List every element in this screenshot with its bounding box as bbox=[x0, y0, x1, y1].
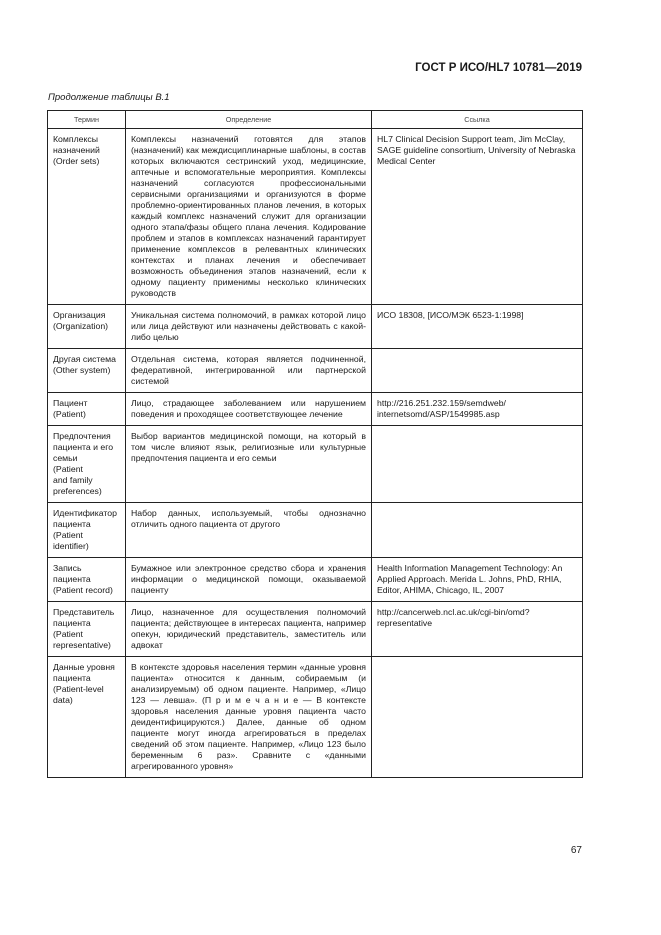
table-row bbox=[48, 558, 583, 602]
table-row bbox=[48, 305, 583, 349]
term-cell: Данные уровня пациента (Patient-level data) bbox=[48, 657, 126, 778]
reference-cell: http://216.251.232.159/semdweb/ internetsomd/ASP/1549985.asp bbox=[372, 393, 583, 426]
definition-cell: Лицо, назначенное для осуществления полномочий пациента; действующее в интересах пациента, например опекун, юридический представитель, заместитель или адвокат bbox=[126, 602, 372, 657]
definition-cell: Комплексы назначений готовятся для этапов (назначений) как междисциплинарные шаблоны, в состав которых включаются сестринский уход, медицинские, аптечные и вспомогательные мероприятия. Комплексы назначений согласуются профессиональными сервисными организациями и организуются в форме проблемно-ориентированных планов лечения, в которых каждый комплекс назначений служит для организации одного этапа/фазы общего плана лечения. Кодирование проблем и этапов в комплексах назначений гарантирует применение комплексов в релевантных клинических контекстах и планах лечения и обеспечивает возможность объединения этапов назначений, если к одному пациенту применимы несколько клинических руководств bbox=[126, 129, 372, 305]
term-cell: Комплексы назначений (Order sets) bbox=[48, 129, 126, 305]
table-continuation-caption: Продолжение таблицы В.1 bbox=[48, 92, 170, 103]
term-cell: Другая система (Other system) bbox=[48, 349, 126, 393]
table-row bbox=[48, 129, 583, 305]
term-cell: Организация (Organization) bbox=[48, 305, 126, 349]
definition-cell: Отдельная система, которая является подчиненной, федеративной, интегрированной или партнерской системой bbox=[126, 349, 372, 393]
terms-table bbox=[47, 110, 583, 778]
definition-cell: Набор данных, используемый, чтобы однозначно отличить одного пациента от другого bbox=[126, 503, 372, 558]
reference-cell: ИСО 18308, [ИСО/МЭК 6523-1:1998] bbox=[372, 305, 583, 349]
standard-header: ГОСТ Р ИСО/HL7 10781—2019 bbox=[415, 62, 582, 74]
definition-cell: Лицо, страдающее заболеванием или нарушением поведения и проходящее соответствующее лечение bbox=[126, 393, 372, 426]
table-row bbox=[48, 503, 583, 558]
definition-cell: Уникальная система полномочий, в рамках которой лицо или лица действуют или назначены действовать с какой-либо целью bbox=[126, 305, 372, 349]
term-cell: Запись пациента (Patient record) bbox=[48, 558, 126, 602]
definition-cell: Выбор вариантов медицинской помощи, на который в том числе влияют язык, религиозные или культурные предпочтения пациента и его семьи bbox=[126, 426, 372, 503]
table-row bbox=[48, 393, 583, 426]
term-cell: Пациент (Patient) bbox=[48, 393, 126, 426]
table-row bbox=[48, 426, 583, 503]
reference-cell: Health Information Management Technology: An Applied Approach. Merida L. Johns, PhD, RHIA, Editor, AHIMA, Chicago, IL, 2007 bbox=[372, 558, 583, 602]
reference-cell bbox=[372, 503, 583, 558]
term-cell: Представитель пациента (Patient representative) bbox=[48, 602, 126, 657]
column-header-term: Термин bbox=[48, 111, 126, 129]
reference-cell bbox=[372, 349, 583, 393]
table-row bbox=[48, 349, 583, 393]
table-row bbox=[48, 602, 583, 657]
table-row bbox=[48, 657, 583, 778]
definition-cell: Бумажное или электронное средство сбора и хранения информации о медицинской помощи, оказываемой пациенту bbox=[126, 558, 372, 602]
column-header-reference: Ссылка bbox=[372, 111, 583, 129]
column-header-definition: Определение bbox=[126, 111, 372, 129]
reference-cell bbox=[372, 426, 583, 503]
term-cell: Идентификатор пациента (Patient identifier) bbox=[48, 503, 126, 558]
term-cell: Предпочтения пациента и его семьи (Patient and family preferences) bbox=[48, 426, 126, 503]
table-header-row bbox=[48, 111, 583, 129]
definition-cell: В контексте здоровья населения термин «данные уровня пациента» относится к данным, собираемым (и анализируемым) об одном пациенте. Например, «Лицо 123 — левша». (П р и м е ч а н и е — В контексте здоровья населения данные уровня пациента часто деидентифицируются.) Далее, данные об одном пациенте могут иногда агрегироваться в пределах сведений об этом пациенте. Например, «Лицо 123 было беременным 6 раз». Сравните с «данными агрегированного уровня» bbox=[126, 657, 372, 778]
reference-cell: HL7 Clinical Decision Support team, Jim McClay, SAGE guideline consortium, University of Nebraska Medical Center bbox=[372, 129, 583, 305]
reference-cell: http://cancerweb.ncl.ac.uk/cgi-bin/omd? representative bbox=[372, 602, 583, 657]
reference-cell bbox=[372, 657, 583, 778]
page-number: 67 bbox=[570, 845, 582, 856]
